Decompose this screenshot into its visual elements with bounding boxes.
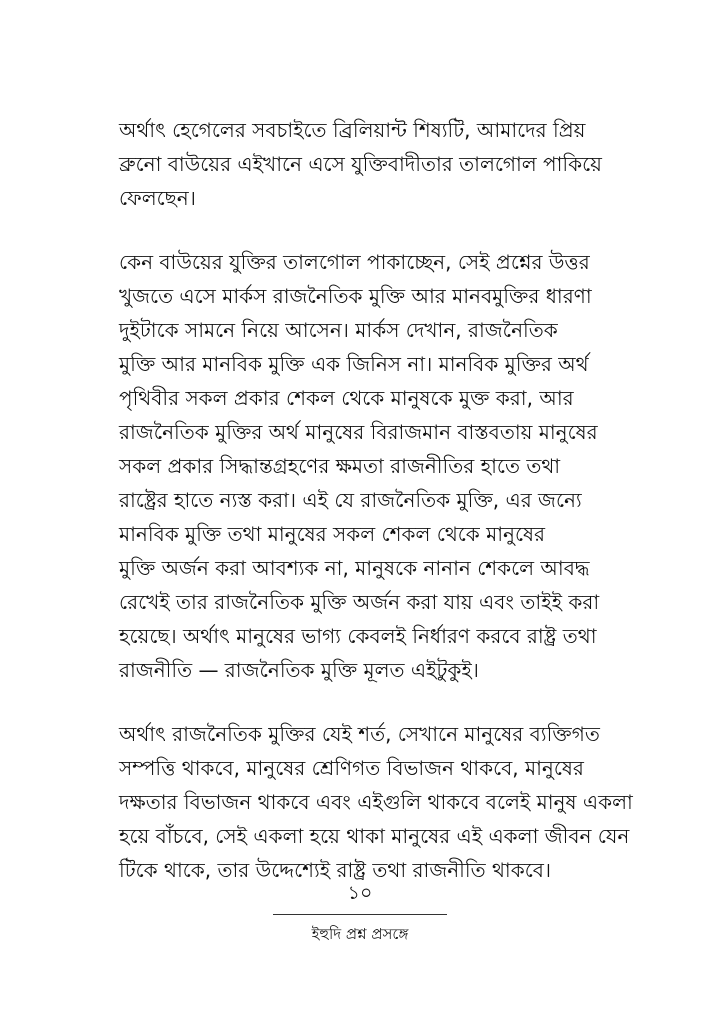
page-footer: [260, 880, 460, 945]
text-line: অর্থাৎ রাজনৈতিক মুক্তির যেই শর্ত, সেখানে মানুষের ব্যক্তিগত: [119, 722, 600, 746]
text-line: ব্রুনো বাউয়ের এইখানে এসে যুক্তিবাদীতার তালগোল পাকিয়ে: [119, 152, 602, 176]
text-line: মুক্তি আর মানবিক মুক্তি এক জিনিস না। মানবিক মুক্তির অর্থ: [119, 352, 589, 376]
running-title: ইহুদি প্রশ্ন প্রসঙ্গে: [311, 925, 409, 943]
text-line: পৃথিবীর সকল প্রকার শেকল থেকে মানুষকে মুক্ত করা, আর: [119, 386, 574, 410]
text-line: ফেলছেন।: [119, 186, 196, 210]
page-number: ১০: [347, 882, 373, 904]
text-line: অর্থাৎ হেগেলের সবচাইতে ব্রিলিয়ান্ট শিষ্যটি, আমাদের প্রিয়: [119, 118, 586, 142]
text-line: কেন বাউয়ের যুক্তির তালগোল পাকাচ্ছেন, সেই প্রশ্নের উত্তর: [119, 250, 590, 274]
text-line: সকল প্রকার সিদ্ধান্তগ্রহণের ক্ষমতা রাজনীতির হাতে তথা: [119, 454, 561, 478]
text-line: মুক্তি অর্জন করা আবশ্যক না, মানুষকে নানান শেকলে আবদ্ধ: [119, 556, 590, 580]
text-line: টিকে থাকে, তার উদ্দেশ্যেই রাষ্ট্র তথা রাজনীতি থাকবে।: [119, 858, 552, 882]
paragraph-3: [119, 717, 633, 887]
text-line: হয়েছে। অর্থাৎ মানুষের ভাগ্য কেবলই নির্ধারণ করবে রাষ্ট্র তথা: [119, 624, 597, 648]
footer-divider: [273, 914, 447, 915]
body-text: [119, 113, 633, 917]
text-line: রাষ্ট্রের হাতে ন্যস্ত করা। এই যে রাজনৈতিক মুক্তি, এর জন্যে: [119, 488, 582, 512]
text-line: খুজতে এসে মার্কস রাজনৈতিক মুক্তি আর মানবমুক্তির ধারণা: [119, 284, 592, 308]
text-line: দক্ষতার বিভাজন থাকবে এবং এইগুলি থাকবে বলেই মানুষ একলা: [119, 790, 633, 814]
text-line: রাজনীতি — রাজনৈতিক মুক্তি মূলত এইটুকুই।: [119, 658, 479, 682]
text-line: রেখেই তার রাজনৈতিক মুক্তি অর্জন করা যায় এবং তাইই করা: [119, 590, 600, 614]
paragraph-2: [119, 245, 603, 687]
paragraph-1: [119, 113, 603, 215]
text-line: মানবিক মুক্তি তথা মানুষের সকল শেকল থেকে মানুষের: [119, 522, 546, 546]
text-line: দুইটাকে সামনে নিয়ে আসেন। মার্কস দেখান, রাজনৈতিক: [119, 318, 558, 342]
text-line: রাজনৈতিক মুক্তির অর্থ মানুষের বিরাজমান বাস্তবতায় মানুষের: [119, 420, 598, 444]
text-line: হয়ে বাঁচবে, সেই একলা হয়ে থাকা মানুষের এই একলা জীবন যেন: [119, 824, 630, 848]
text-line: সম্পত্তি থাকবে, মানুষের শ্রেণিগত বিভাজন থাকবে, মানুষের: [119, 756, 584, 780]
